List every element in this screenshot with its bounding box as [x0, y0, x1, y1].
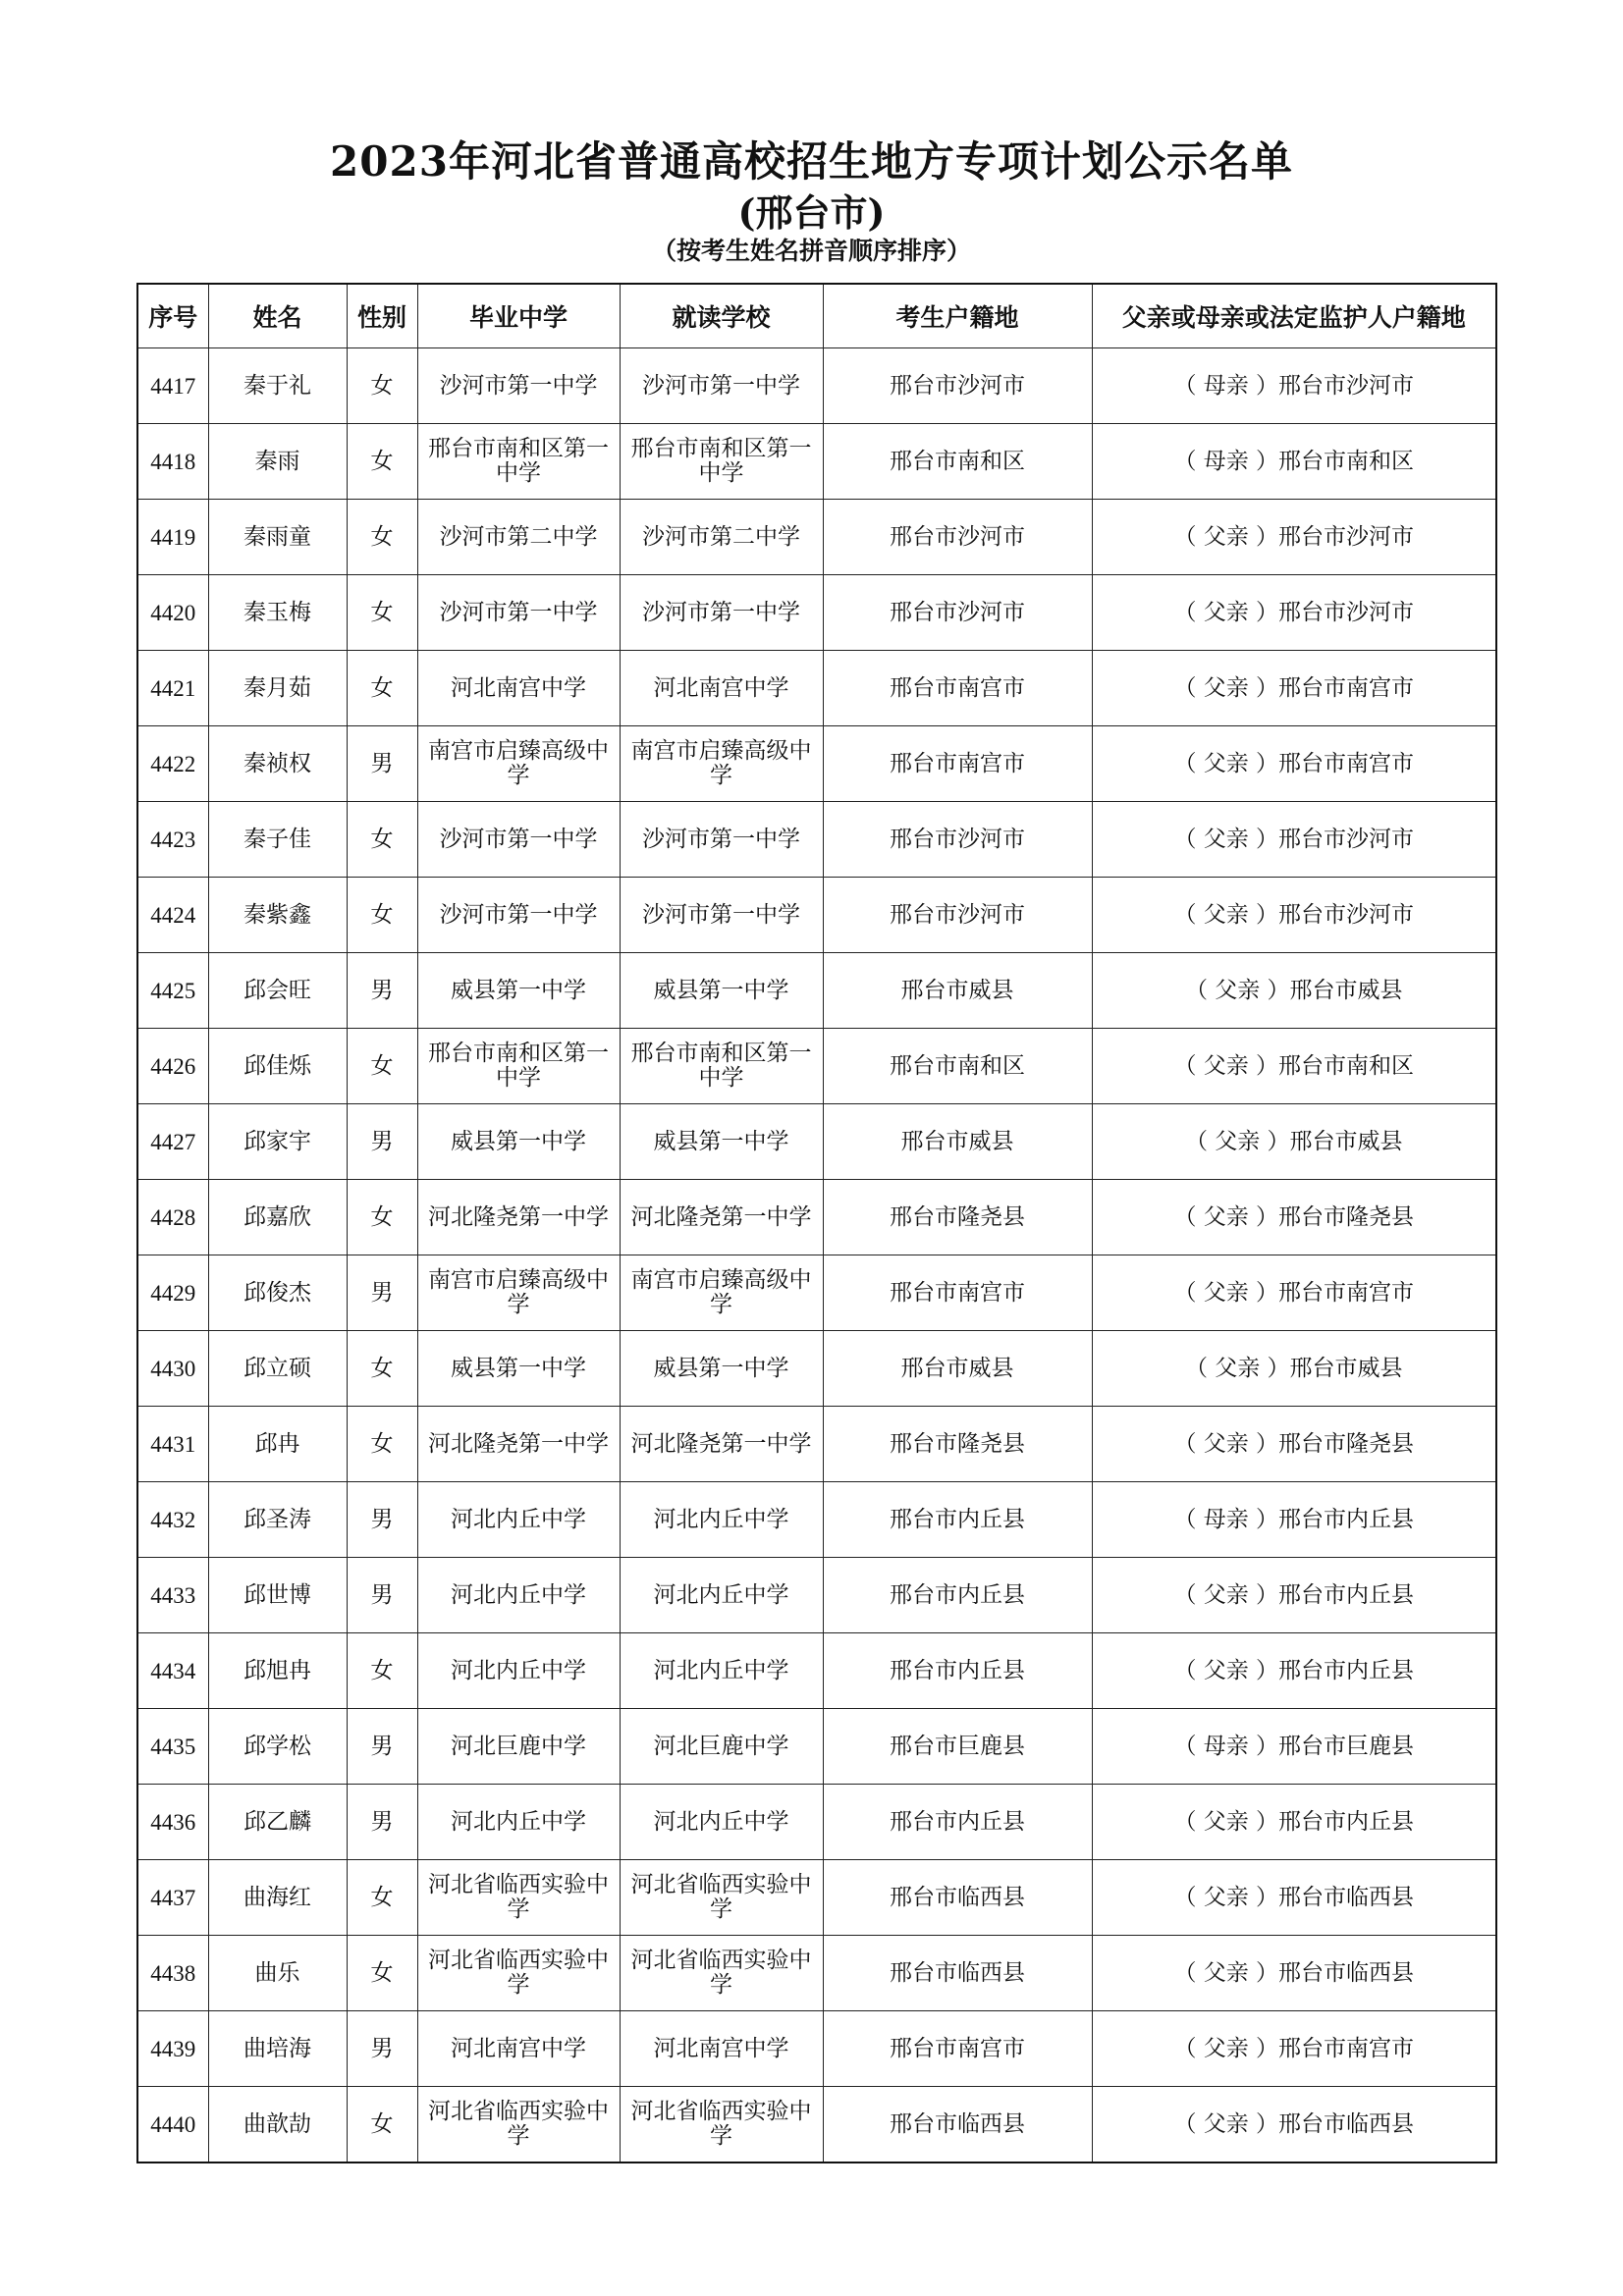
table-row [137, 1860, 1496, 1936]
cell-gender: 女 [347, 1936, 417, 2011]
cell-name: 秦紫鑫 [208, 878, 347, 953]
cell-index: 4438 [137, 1936, 208, 2011]
cell-index: 4417 [137, 348, 208, 424]
cell-gender: 女 [347, 2087, 417, 2163]
cell-household-registration: 邢台市临西县 [823, 1936, 1092, 2011]
cell-guardian-registration: （ 母亲 ）邢台市内丘县 [1092, 1482, 1496, 1558]
cell-index: 4428 [137, 1180, 208, 1255]
cell-gender: 女 [347, 802, 417, 878]
cell-household-registration: 邢台市南和区 [823, 424, 1092, 500]
cell-current-school: 河北内丘中学 [620, 1482, 823, 1558]
cell-graduated-school: 沙河市第一中学 [417, 575, 620, 651]
cell-graduated-school: 沙河市第一中学 [417, 802, 620, 878]
cell-current-school: 南宫市启臻高级中学 [620, 726, 823, 802]
cell-household-registration: 邢台市巨鹿县 [823, 1709, 1092, 1785]
cell-gender: 女 [347, 1407, 417, 1482]
cell-current-school: 河北内丘中学 [620, 1558, 823, 1633]
cell-gender: 男 [347, 1558, 417, 1633]
cell-guardian-registration: （ 父亲 ）邢台市隆尧县 [1092, 1407, 1496, 1482]
cell-graduated-school: 河北巨鹿中学 [417, 1709, 620, 1785]
cell-household-registration: 邢台市沙河市 [823, 348, 1092, 424]
document-title: 2023年河北省普通高校招生地方专项计划公示名单 [330, 137, 1293, 186]
table-row [137, 1785, 1496, 1860]
cell-index: 4423 [137, 802, 208, 878]
table-row [137, 424, 1496, 500]
cell-index: 4436 [137, 1785, 208, 1860]
cell-index: 4429 [137, 1255, 208, 1331]
cell-name: 秦祯权 [208, 726, 347, 802]
cell-current-school: 沙河市第一中学 [620, 878, 823, 953]
table-row [137, 1407, 1496, 1482]
table-row [137, 1029, 1496, 1104]
table-row [137, 1180, 1496, 1255]
cell-current-school: 河北巨鹿中学 [620, 1709, 823, 1785]
cell-graduated-school: 河北省临西实验中学 [417, 2087, 620, 2163]
cell-guardian-registration: （ 父亲 ）邢台市沙河市 [1092, 575, 1496, 651]
cell-household-registration: 邢台市威县 [823, 1104, 1092, 1180]
cell-name: 曲培海 [208, 2011, 347, 2087]
admission-list-table [136, 283, 1497, 2163]
cell-household-registration: 邢台市内丘县 [823, 1633, 1092, 1709]
cell-name: 邱乙麟 [208, 1785, 347, 1860]
cell-current-school: 河北省临西实验中学 [620, 2087, 823, 2163]
cell-current-school: 沙河市第二中学 [620, 500, 823, 575]
cell-gender: 男 [347, 1482, 417, 1558]
cell-graduated-school: 邢台市南和区第一中学 [417, 424, 620, 500]
table-row [137, 1633, 1496, 1709]
cell-gender: 男 [347, 2011, 417, 2087]
cell-current-school: 河北南宫中学 [620, 2011, 823, 2087]
table-row [137, 1104, 1496, 1180]
cell-name: 邱俊杰 [208, 1255, 347, 1331]
cell-gender: 女 [347, 575, 417, 651]
cell-gender: 男 [347, 726, 417, 802]
cell-gender: 女 [347, 500, 417, 575]
cell-guardian-registration: （ 父亲 ）邢台市南宫市 [1092, 2011, 1496, 2087]
cell-gender: 女 [347, 1180, 417, 1255]
table-row [137, 1331, 1496, 1407]
cell-guardian-registration: （ 母亲 ）邢台市南和区 [1092, 424, 1496, 500]
document-subtitle: (邢台市) [737, 190, 886, 235]
cell-guardian-registration: （ 父亲 ）邢台市威县 [1092, 953, 1496, 1029]
cell-graduated-school: 南宫市启臻高级中学 [417, 726, 620, 802]
cell-gender: 女 [347, 348, 417, 424]
cell-household-registration: 邢台市隆尧县 [823, 1180, 1092, 1255]
cell-guardian-registration: （ 父亲 ）邢台市隆尧县 [1092, 1180, 1496, 1255]
cell-graduated-school: 南宫市启臻高级中学 [417, 1255, 620, 1331]
table-row [137, 348, 1496, 424]
cell-guardian-registration: （ 父亲 ）邢台市沙河市 [1092, 878, 1496, 953]
header-current-school: 就读学校 [620, 284, 823, 348]
cell-index: 4425 [137, 953, 208, 1029]
cell-gender: 女 [347, 878, 417, 953]
cell-name: 秦雨童 [208, 500, 347, 575]
table-row [137, 878, 1496, 953]
table-row [137, 953, 1496, 1029]
cell-name: 邱会旺 [208, 953, 347, 1029]
table-row [137, 575, 1496, 651]
table-row [137, 802, 1496, 878]
cell-household-registration: 邢台市威县 [823, 1331, 1092, 1407]
header-guardian-registration: 父亲或母亲或法定监护人户籍地 [1092, 284, 1496, 348]
cell-name: 邱家宇 [208, 1104, 347, 1180]
cell-index: 4433 [137, 1558, 208, 1633]
cell-name: 邱旭冉 [208, 1633, 347, 1709]
table-row [137, 1255, 1496, 1331]
cell-guardian-registration: （ 父亲 ）邢台市内丘县 [1092, 1558, 1496, 1633]
cell-index: 4439 [137, 2011, 208, 2087]
cell-name: 曲乐 [208, 1936, 347, 2011]
cell-household-registration: 邢台市沙河市 [823, 802, 1092, 878]
cell-graduated-school: 沙河市第一中学 [417, 878, 620, 953]
cell-guardian-registration: （ 父亲 ）邢台市南和区 [1092, 1029, 1496, 1104]
cell-household-registration: 邢台市临西县 [823, 2087, 1092, 2163]
cell-gender: 男 [347, 953, 417, 1029]
cell-household-registration: 邢台市南宫市 [823, 1255, 1092, 1331]
cell-guardian-registration: （ 父亲 ）邢台市内丘县 [1092, 1633, 1496, 1709]
cell-current-school: 河北内丘中学 [620, 1785, 823, 1860]
cell-index: 4437 [137, 1860, 208, 1936]
cell-current-school: 邢台市南和区第一中学 [620, 1029, 823, 1104]
cell-name: 邱圣涛 [208, 1482, 347, 1558]
cell-gender: 女 [347, 651, 417, 726]
cell-household-registration: 邢台市隆尧县 [823, 1407, 1092, 1482]
cell-name: 邱世博 [208, 1558, 347, 1633]
cell-name: 曲歆劼 [208, 2087, 347, 2163]
cell-index: 4426 [137, 1029, 208, 1104]
table-row [137, 1482, 1496, 1558]
table-row [137, 726, 1496, 802]
table-row [137, 651, 1496, 726]
cell-graduated-school: 河北内丘中学 [417, 1558, 620, 1633]
cell-guardian-registration: （ 父亲 ）邢台市临西县 [1092, 1860, 1496, 1936]
cell-current-school: 威县第一中学 [620, 1104, 823, 1180]
cell-graduated-school: 沙河市第一中学 [417, 348, 620, 424]
cell-household-registration: 邢台市沙河市 [823, 500, 1092, 575]
cell-graduated-school: 沙河市第二中学 [417, 500, 620, 575]
cell-name: 曲海红 [208, 1860, 347, 1936]
cell-guardian-registration: （ 父亲 ）邢台市临西县 [1092, 2087, 1496, 2163]
cell-guardian-registration: （ 父亲 ）邢台市威县 [1092, 1331, 1496, 1407]
cell-graduated-school: 河北南宫中学 [417, 2011, 620, 2087]
cell-name: 秦玉梅 [208, 575, 347, 651]
cell-current-school: 威县第一中学 [620, 953, 823, 1029]
cell-guardian-registration: （ 父亲 ）邢台市临西县 [1092, 1936, 1496, 2011]
cell-name: 邱嘉欣 [208, 1180, 347, 1255]
cell-gender: 女 [347, 1029, 417, 1104]
cell-gender: 男 [347, 1709, 417, 1785]
cell-current-school: 河北隆尧第一中学 [620, 1407, 823, 1482]
cell-current-school: 沙河市第一中学 [620, 802, 823, 878]
cell-current-school: 邢台市南和区第一中学 [620, 424, 823, 500]
cell-index: 4431 [137, 1407, 208, 1482]
cell-index: 4419 [137, 500, 208, 575]
cell-index: 4422 [137, 726, 208, 802]
cell-current-school: 河北省临西实验中学 [620, 1936, 823, 2011]
cell-gender: 男 [347, 1255, 417, 1331]
cell-household-registration: 邢台市南宫市 [823, 726, 1092, 802]
cell-current-school: 沙河市第一中学 [620, 575, 823, 651]
cell-guardian-registration: （ 父亲 ）邢台市南宫市 [1092, 651, 1496, 726]
cell-gender: 男 [347, 1785, 417, 1860]
header-name: 姓名 [208, 284, 347, 348]
cell-index: 4435 [137, 1709, 208, 1785]
cell-guardian-registration: （ 父亲 ）邢台市内丘县 [1092, 1785, 1496, 1860]
cell-graduated-school: 河北内丘中学 [417, 1633, 620, 1709]
cell-guardian-registration: （ 母亲 ）邢台市巨鹿县 [1092, 1709, 1496, 1785]
cell-household-registration: 邢台市沙河市 [823, 878, 1092, 953]
table-row [137, 500, 1496, 575]
cell-gender: 男 [347, 1104, 417, 1180]
cell-graduated-school: 河北内丘中学 [417, 1482, 620, 1558]
cell-name: 秦月茹 [208, 651, 347, 726]
cell-current-school: 沙河市第一中学 [620, 348, 823, 424]
cell-current-school: 南宫市启臻高级中学 [620, 1255, 823, 1331]
table-row [137, 1558, 1496, 1633]
table-row [137, 1936, 1496, 2011]
cell-household-registration: 邢台市内丘县 [823, 1785, 1092, 1860]
cell-index: 4420 [137, 575, 208, 651]
cell-current-school: 河北南宫中学 [620, 651, 823, 726]
header-household-registration: 考生户籍地 [823, 284, 1092, 348]
header-gender: 性别 [347, 284, 417, 348]
cell-name: 秦雨 [208, 424, 347, 500]
cell-gender: 女 [347, 424, 417, 500]
header-graduated-school: 毕业中学 [417, 284, 620, 348]
cell-index: 4424 [137, 878, 208, 953]
table-header-row [137, 284, 1496, 348]
cell-household-registration: 邢台市威县 [823, 953, 1092, 1029]
table-row [137, 2087, 1496, 2163]
cell-index: 4427 [137, 1104, 208, 1180]
cell-gender: 女 [347, 1633, 417, 1709]
cell-name: 邱立硕 [208, 1331, 347, 1407]
cell-guardian-registration: （ 父亲 ）邢台市沙河市 [1092, 802, 1496, 878]
cell-index: 4440 [137, 2087, 208, 2163]
cell-household-registration: 邢台市南宫市 [823, 2011, 1092, 2087]
cell-current-school: 河北内丘中学 [620, 1633, 823, 1709]
cell-graduated-school: 邢台市南和区第一中学 [417, 1029, 620, 1104]
cell-gender: 女 [347, 1860, 417, 1936]
cell-current-school: 威县第一中学 [620, 1331, 823, 1407]
cell-name: 邱佳烁 [208, 1029, 347, 1104]
table-row [137, 1709, 1496, 1785]
cell-graduated-school: 威县第一中学 [417, 1331, 620, 1407]
cell-index: 4421 [137, 651, 208, 726]
cell-graduated-school: 河北南宫中学 [417, 651, 620, 726]
cell-name: 秦于礼 [208, 348, 347, 424]
cell-graduated-school: 河北省临西实验中学 [417, 1860, 620, 1936]
sort-note: （按考生姓名拼音顺序排序） [651, 237, 971, 265]
cell-name: 邱学松 [208, 1709, 347, 1785]
table-row [137, 2011, 1496, 2087]
table-body [137, 348, 1496, 2163]
cell-gender: 女 [347, 1331, 417, 1407]
cell-guardian-registration: （ 父亲 ）邢台市沙河市 [1092, 500, 1496, 575]
cell-household-registration: 邢台市内丘县 [823, 1558, 1092, 1633]
cell-current-school: 河北隆尧第一中学 [620, 1180, 823, 1255]
cell-household-registration: 邢台市沙河市 [823, 575, 1092, 651]
cell-name: 邱冉 [208, 1407, 347, 1482]
cell-graduated-school: 威县第一中学 [417, 1104, 620, 1180]
cell-index: 4434 [137, 1633, 208, 1709]
cell-guardian-registration: （ 父亲 ）邢台市南宫市 [1092, 726, 1496, 802]
cell-guardian-registration: （ 父亲 ）邢台市南宫市 [1092, 1255, 1496, 1331]
cell-guardian-registration: （ 母亲 ）邢台市沙河市 [1092, 348, 1496, 424]
cell-graduated-school: 河北内丘中学 [417, 1785, 620, 1860]
cell-guardian-registration: （ 父亲 ）邢台市威县 [1092, 1104, 1496, 1180]
cell-household-registration: 邢台市南和区 [823, 1029, 1092, 1104]
cell-index: 4418 [137, 424, 208, 500]
header-index: 序号 [137, 284, 208, 348]
cell-household-registration: 邢台市内丘县 [823, 1482, 1092, 1558]
cell-household-registration: 邢台市南宫市 [823, 651, 1092, 726]
cell-graduated-school: 河北省临西实验中学 [417, 1936, 620, 2011]
cell-graduated-school: 河北隆尧第一中学 [417, 1180, 620, 1255]
cell-index: 4430 [137, 1331, 208, 1407]
cell-household-registration: 邢台市临西县 [823, 1860, 1092, 1936]
cell-name: 秦子佳 [208, 802, 347, 878]
cell-index: 4432 [137, 1482, 208, 1558]
cell-current-school: 河北省临西实验中学 [620, 1860, 823, 1936]
cell-graduated-school: 河北隆尧第一中学 [417, 1407, 620, 1482]
cell-graduated-school: 威县第一中学 [417, 953, 620, 1029]
